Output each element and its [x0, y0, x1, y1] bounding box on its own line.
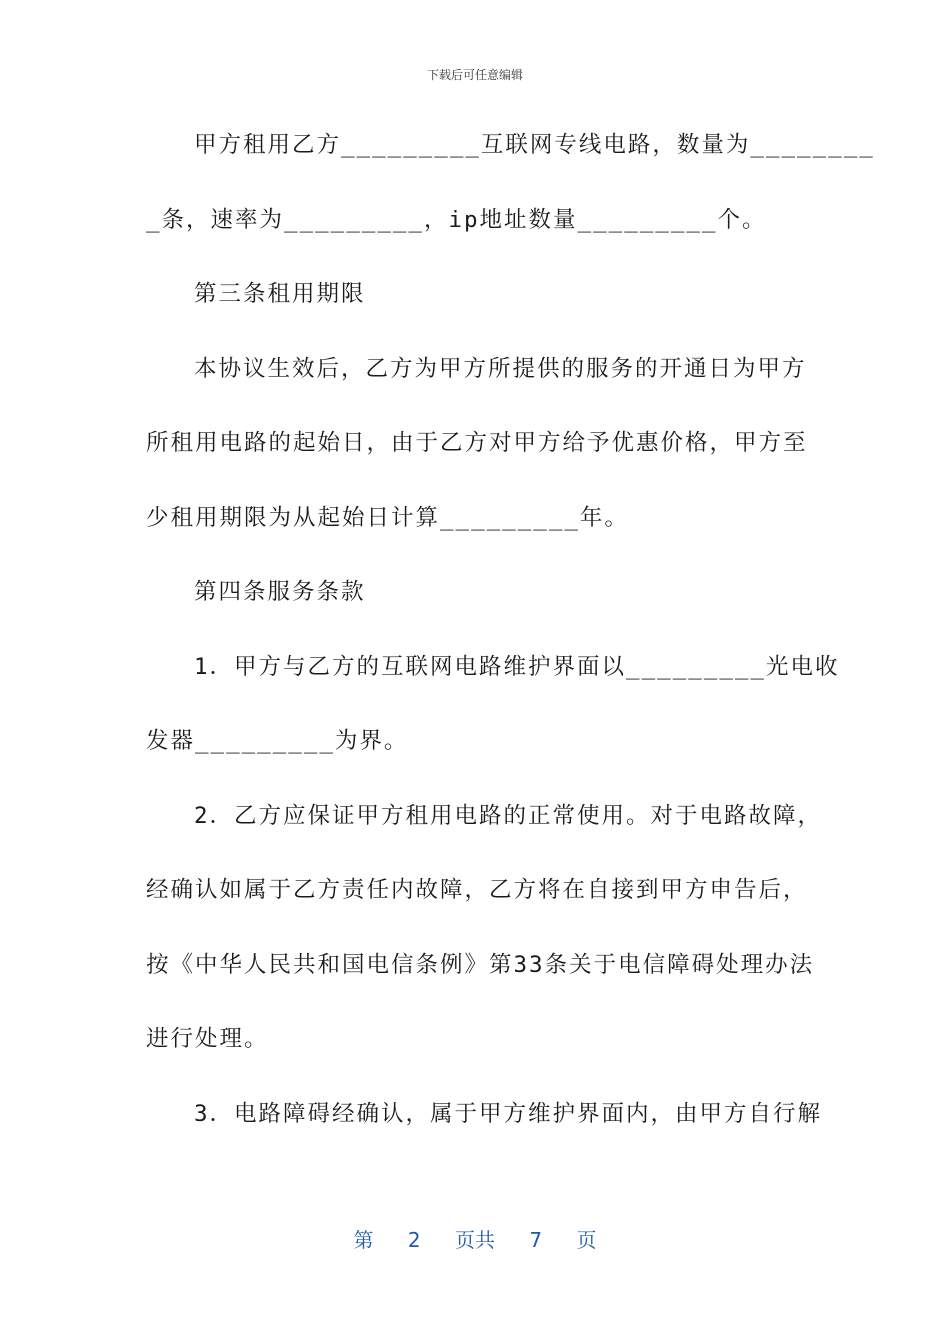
header-note: 下载后可任意编辑 — [426, 68, 523, 82]
body-line-5: 所租用电路的起始日，由于乙方对甲方给予优惠价格，甲方至 — [146, 430, 808, 456]
body-line-8: 1．甲方与乙方的互联网电路维护界面以_________光电收 — [194, 653, 840, 680]
document-body — [146, 125, 875, 1168]
body-line-10: 2．乙方应保证甲方租用电路的正常使用。对于电路故障， — [194, 802, 823, 829]
body-line-4: 本协议生效后，乙方为甲方所提供的服务的开通日为甲方 — [194, 355, 807, 382]
body-line-6: 少租用期限为从起始日计算_________年。 — [146, 504, 629, 531]
body-line-1: 甲方租用乙方_________互联网专线电路，数量为________ — [194, 132, 875, 158]
page-footer — [0, 1224, 950, 1253]
section-heading-service: 第四条服务条款 — [194, 579, 366, 605]
section-heading-term: 第三条租用期限 — [194, 281, 366, 307]
body-line-14: 3．电路障碍经确认，属于甲方维护界面内，由甲方自行解 — [194, 1100, 823, 1127]
body-line-2: _条，速率为_________，ip地址数量_________个。 — [146, 206, 767, 233]
footer-label-ye: 页 — [576, 1228, 597, 1252]
body-line-13: 进行处理。 — [146, 1026, 269, 1052]
body-line-9: 发器_________为界。 — [146, 728, 409, 754]
footer-total-pages: 7 — [529, 1228, 543, 1252]
body-line-12: 按《中华人民共和国电信条例》第33条关于电信障碍处理办法 — [146, 951, 815, 978]
footer-label-di: 第 — [353, 1228, 374, 1252]
footer-current-page: 2 — [407, 1228, 421, 1252]
body-line-11: 经确认如属于乙方责任内故障，乙方将在自接到甲方申告后， — [146, 877, 808, 903]
footer-label-ye-gong: 页共 — [455, 1228, 495, 1252]
